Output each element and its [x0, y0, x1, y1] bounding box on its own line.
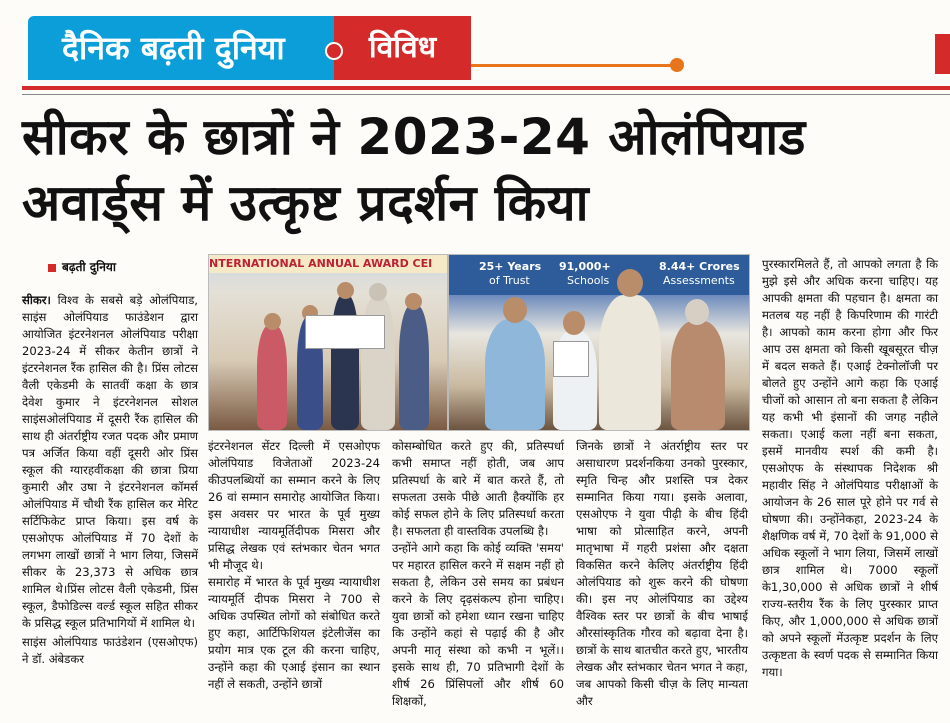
- award-photo-1: [208, 254, 448, 431]
- person-figure: [485, 319, 545, 430]
- person-head: [685, 299, 709, 325]
- masthead-right-stub: [935, 34, 950, 74]
- person-figure: [671, 321, 725, 430]
- masthead-brand: दैनिक बढ़ती दुनिया: [28, 16, 334, 80]
- column-1-end: साइंस ओलंपियाड फाउंडेशन (एसओएफ) ने डॉ. अंबेडकर: [22, 635, 198, 666]
- article-column-5: [762, 256, 938, 681]
- article-column-3: [392, 438, 564, 710]
- article-column-2: [208, 438, 380, 693]
- person-head: [503, 297, 527, 323]
- dateline: सीकर।: [22, 293, 51, 307]
- column-3-text: कोसम्बोधित करते हुए की, प्रतिस्पर्धा कभी समाप्त नहीं होती, जब आप प्रतिस्पर्धा के बारे में बात करते हैं, तो सफलता उसके पीछे आती हैक्योंकि हर कोई सफल होने के लिए प्रतिस्पर्धा करता है। सफलता ही वास्तविक उपलब्धि है।: [392, 439, 564, 538]
- byline-text: बढ़ती दुनिया: [62, 260, 116, 274]
- byline: [48, 258, 116, 275]
- header-rule-thin: [22, 94, 950, 95]
- person-head: [264, 313, 281, 330]
- photo2-banner: [449, 255, 749, 295]
- person-figure: [257, 325, 287, 430]
- column-2-text: इंटरनेशनल सेंटर दिल्ली में एसओएफ ओलंपियाड विजेताओं 2023-24 कीउपलब्धियों का सम्मान करने के लिए 26 वां सम्मान समारोह आयोजित किया। इस अवसर पर भारत के पूर्व मुख्य न्यायाधीश न्यायमूर्तिदीपक मिसरा और प्रसिद्ध लेखक एवं स्तंभकार चेतन भगत भी मौजूद थे।: [208, 439, 380, 572]
- column-3-text-b: उन्होंने आगे कहा कि कोई व्यक्ति 'समय' पर महारत हासिल करने में सक्षम नहीं हो सकता है, लेकिन उसे समय का प्रबंधन करने के लिए दृढ़संकल्प होना चाहिए। युवा छात्रों को हमेशा ध्यान रखना चाहिए कि उन्होंने कहां से पढ़ाई की है और अपनी मातृ संस्था को कभी न भूलें।। इसके साथ ही, 70 प्रतिभागी देशों के शीर्ष 26 प्रिंसिपलों और शीर्ष 60 शिक्षकों,: [392, 541, 564, 708]
- banner-assessments-sub: Assessments: [663, 274, 735, 287]
- column-4-text: जिनके छात्रों ने अंतर्राष्ट्रीय स्तर पर असाधारण प्रदर्शनकिया उनको पुरस्कार, स्मृति चिन्ह और प्रशस्ति पत्र देकर सम्मानित किया गया। इसके अलावा, एसओएफ ने युवा पीढ़ी के बीच हिंदी भाषा को प्रोत्साहित करने, अपनी मातृभाषा में गहरी प्रशंसा और दक्षता विकसित करने केलिए अंतर्राष्ट्रीय हिंदी ओलंपियाड को शुरू करने की घोषणा की। इस नए ओलंपियाड का उद्देश्य वैश्विक स्तर पर छात्रों के बीच भाषाई औरसांस्कृतिक गौरव को बढ़ावा देना है। छात्रों के साथ बातचीत करते हुए, भारतीय लेखक और स्तंभकार चेतन भगत ने कहा, जब आपको किसी चीज़ के लिए मान्यता और: [576, 439, 748, 708]
- article-column-4: [576, 438, 748, 710]
- banner-years-sub: of Trust: [489, 274, 530, 287]
- section-tab: विविध: [334, 16, 471, 80]
- person-figure: [399, 305, 429, 430]
- person-head: [617, 269, 643, 297]
- banner-schools-sub: Schools: [567, 274, 610, 287]
- masthead-orange-dot: [670, 58, 684, 72]
- headline-line2: अवार्ड्स में उत्कृष्ट प्रदर्शन किया: [22, 174, 590, 232]
- masthead-red-dot: [325, 42, 343, 60]
- masthead-orange-line: [471, 64, 676, 67]
- certificate: [553, 341, 589, 377]
- headline-line1: सीकर के छात्रों ने 2023-24 ओलंपियाड: [22, 108, 806, 166]
- person-head: [563, 311, 585, 335]
- column-5-text: पुरस्कारमिलते हैं, तो आपको लगता है कि मुझे इसे और अधिक करना चाहिए। यह आपकी क्षमता की पहचान है। क्षमता का मतलब यह नहीं है किपरिणाम की गारंटी है। आपको काम करना होगा और फिर आप उस क्षमता को किसी खूबसूरत चीज़ में बदल सकते हैं। एआई टेक्नोलॉजी पर बोलते हुए उन्होंने आगे कहा कि एआई चीजों को आसान तो बना सकता है लेकिन यह कभी भी इंसानों की जगह नहीले सकता। एआई कला नहीं बना सकता, इसमें मानवीय स्पर्श की कमी है। एसओएफ के संस्थापक निदेशक श्री महावीर सिंह ने ओलंपियाड परीक्षाओं के आयोजन के 26 साल पूरे होने पर गर्व से घोषणा की। उन्होंनेकहा, 2023-24 के शैक्षणिक वर्ष में, 70 देशों के 91,000 से अधिक स्कूलों ने भाग लिया, जिसमें लाखों छात्र शामिल थे। 7000 स्कूलों के1,30,000 से अधिक छात्रों ने शीर्ष राज्य-स्तरीय रैंक के लिए पुरस्कार प्राप्त किए, और 1,000,000 से अधिक छात्रों को अपने स्कूलों मेंउत्कृष्ट प्रदर्शन के लिए उत्कृष्टता के स्वर्ण पदक से सम्मानित किया गया।: [762, 257, 938, 679]
- headline: [22, 104, 942, 236]
- person-figure: [599, 295, 661, 430]
- award-cheque: [305, 315, 385, 349]
- banner-assessments: 8.44+ Crores: [659, 260, 740, 273]
- banner-years: 25+ Years: [479, 260, 542, 273]
- article-column-1: [22, 292, 198, 668]
- person-head: [369, 283, 387, 301]
- award-photo-2: [448, 254, 750, 431]
- column-2-text-b: समारोह में भारत के पूर्व मुख्य न्यायाधीश न्यायमूर्ति दीपक मिसरा ने 700 से अधिक उपस्थित लोगों को संबोधित करते हुए कहा, आर्टिफिशियल इंटेलीजेंस का प्रयोग मात्र एक टूल की करना चाहिए, उन्होंने कहा की एआई इंसान का स्थान नहीं ले सकती, उन्होंने छात्रों: [208, 575, 380, 691]
- column-1-text: विश्व के सबसे बड़े ओलंपियाड, साइंस ओलंपियाड फाउंडेशन द्वारा आयोजित इंटरनेशनल ओलंपियाड परीक्षा 2023-24 में सीकर केतीन छात्रों ने इंटरनेशनल रैंक हासिल की है। प्रिंस लोटस वैली एकेडमी के सातवीं कक्षा के छात्र देवेश कुमार ने इंटरनेशनल सोशल साइंसओलंपियाड में दूसरी रैंक हासिल की साथ ही अंतर्राष्ट्रीय रजत पदक और प्रमाण पत्र अर्जित किया वहीं दूसरी ओर प्रिंस स्कूल की ग्यारहवींकक्षा की छात्रा प्रिया कुमारी और उषा ने इंटरनेशनल कॉमर्स ओलंपियाड में चौथी रैंक हासिल कर मेरिट सर्टिफिकेट प्राप्त किया। इस वर्ष के एसओएफ ओलंपियाड में 70 देशों के लगभग लाखों छात्रों ने भाग लिया, जिसमें सीकर के 23,373 से अधिक छात्र शामिल थे।प्रिंस लोटस वैली एकेडमी, प्रिंस स्कूल, डैफोडिल्स वर्ल्ड स्कूल सहित सीकर के प्रसिद्ध स्कूल प्रतिभागियों में शामिल थे।: [22, 293, 198, 630]
- header-rule: [22, 86, 950, 90]
- photo1-banner: NTERNATIONAL ANNUAL AWARD CEI: [209, 255, 447, 273]
- person-head: [337, 282, 354, 299]
- banner-schools: 91,000+: [559, 260, 611, 273]
- person-head: [405, 293, 422, 310]
